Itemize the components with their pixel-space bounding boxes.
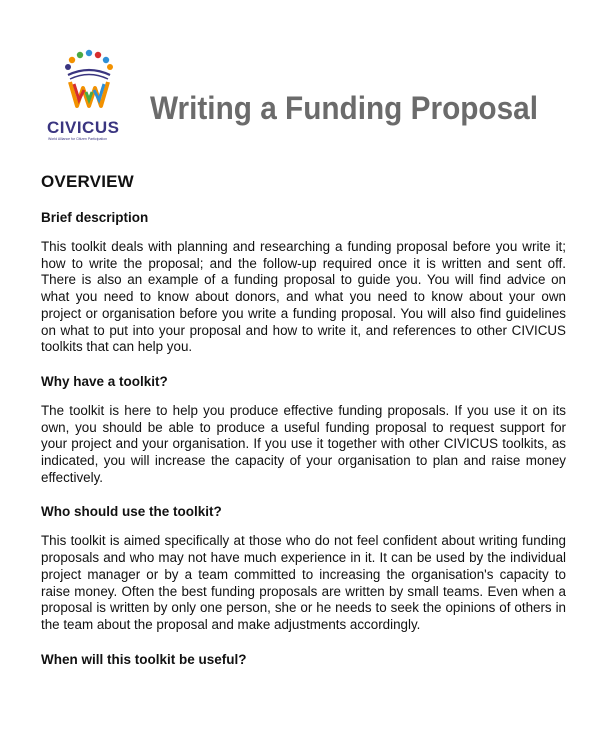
document-body — [41, 172, 566, 681]
logo-tagline: World Alliance for Citizen Participation — [48, 137, 108, 141]
civicus-logo — [44, 48, 134, 148]
section-heading-when-useful: When will this toolkit be useful? — [41, 651, 247, 667]
section-heading-who-should-use: Who should use the toolkit? — [41, 504, 222, 520]
civicus-emblem-icon — [58, 48, 120, 118]
section-heading-why-toolkit: Why have a toolkit? — [41, 373, 168, 389]
section-heading-brief-description: Brief description — [41, 210, 149, 225]
overview-heading: OVERVIEW — [41, 172, 134, 191]
section-text-who-should-use: This toolkit is aimed specifically at those who do not feel confident about writing funding proposals and who may not have much experience in it. It can be used by the individual project manager or by a team committed to increasing the organisation's capacity to raise money. Often the best funding proposals are written by small teams. Even when a proposal is written by only one person, she or he needs to seek the opinions of others in the team about the proposal and make adjustments accordingly. — [41, 533, 566, 632]
logo-wordmark: CIVICUS — [47, 118, 120, 137]
document-title: Writing a Funding Proposal — [150, 90, 538, 126]
section-text-brief-description: This toolkit deals with planning and researching a funding proposal before you write it; how to write the proposal; and the follow-up required once it is written and sent off. There is also an example of a funding proposal to guide you. You will find advice on what you need to know about donors, and what you need to know about your own project or organisation before you write a funding proposal. You will also find guidelines on what to put into your proposal and how to write it, and references to other CIVICUS toolkits that can help you. — [41, 239, 566, 355]
section-text-why-toolkit: The toolkit is here to help you produce effective funding proposals. If you use it on its own, you should be able to produce a useful funding proposal to request support for your project and your organisation. If you use it together with other CIVICUS toolkits, as indicated, you will increase the capacity of your organisation to plan and raise money effectively. — [41, 402, 566, 485]
